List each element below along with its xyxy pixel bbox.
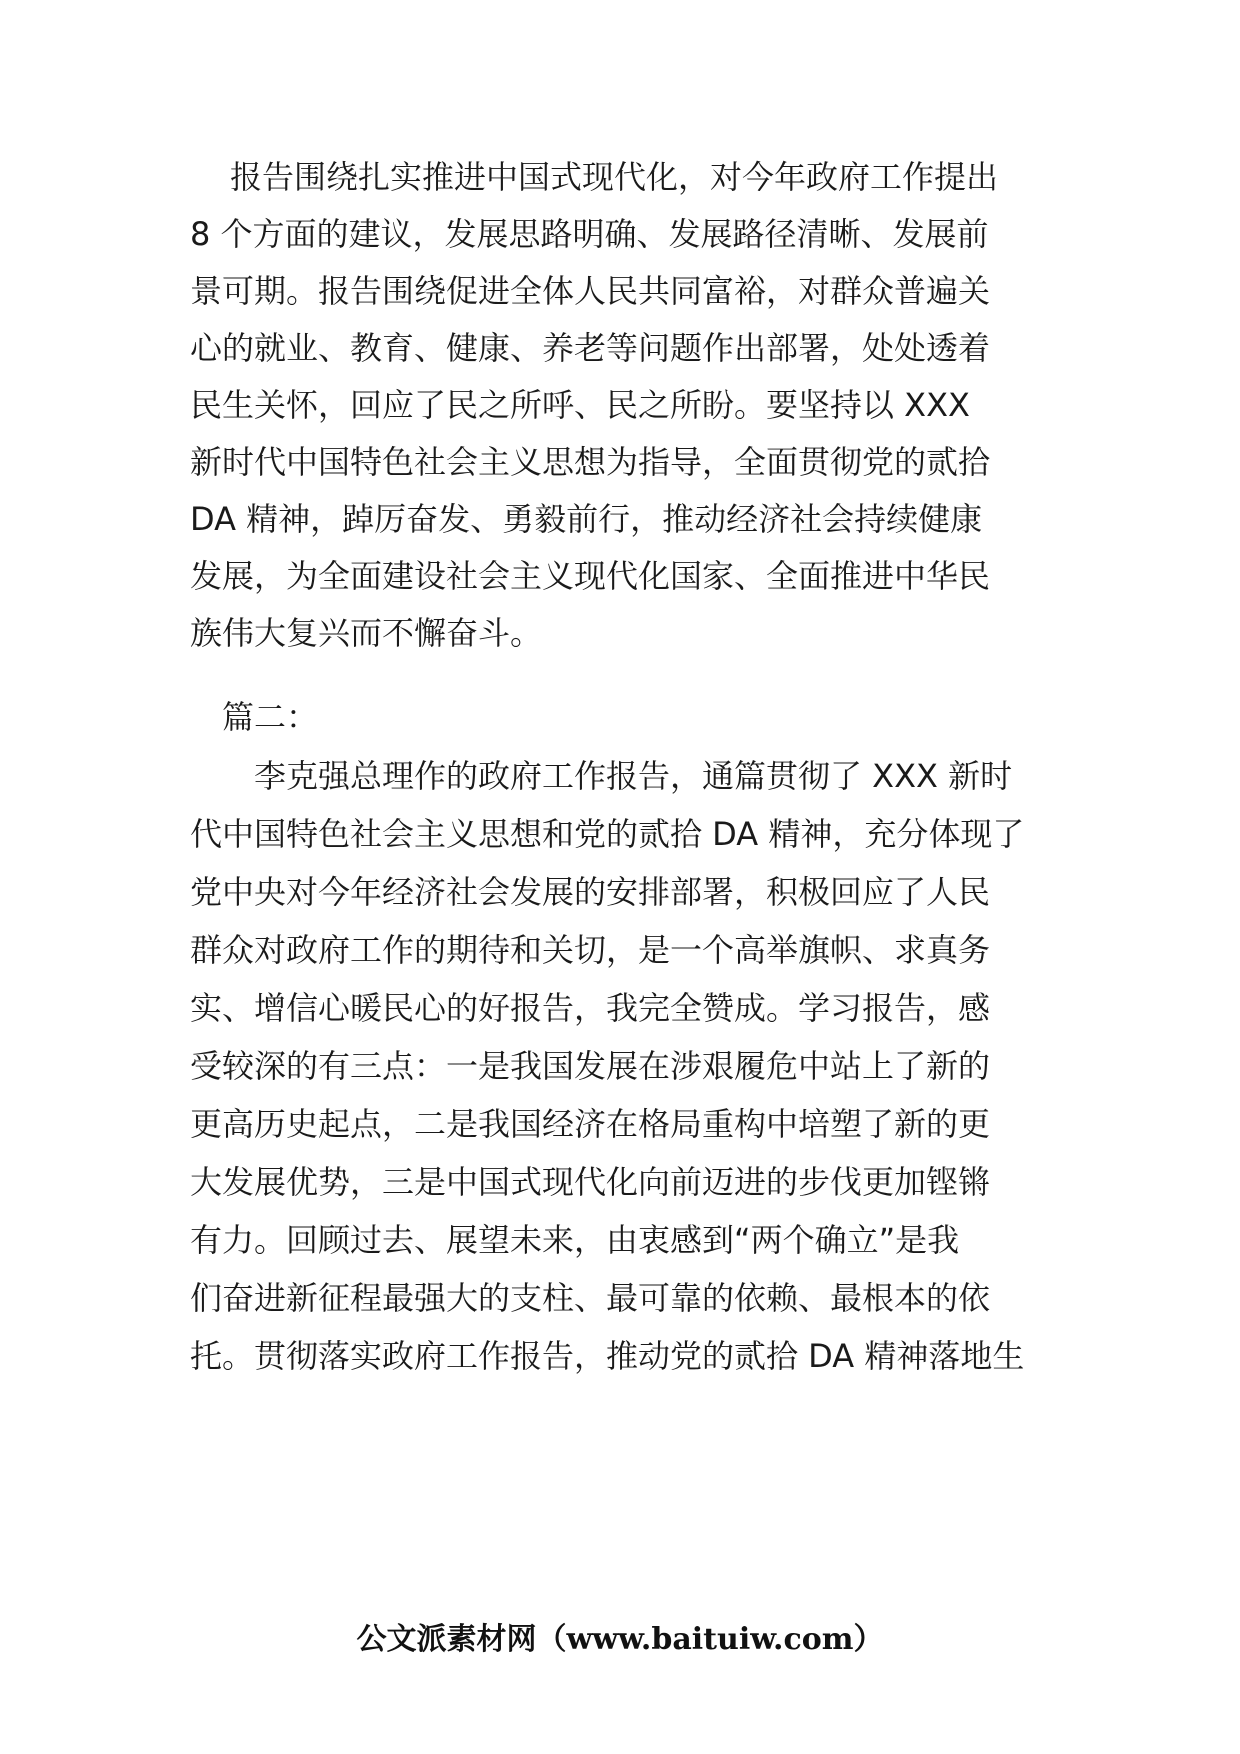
paragraph-line: 党中央对今年经济社会发展的安排部署，积极回应了人民	[190, 873, 991, 911]
paragraph-line: 李克强总理作的政府工作报告，通篇贯彻了 XXX 新时	[254, 757, 1013, 795]
paragraph-line: 族伟大复兴而不懈奋斗。	[190, 614, 543, 652]
paragraph-line: 实、增信心暖民心的好报告，我完全赞成。学习报告，感	[190, 989, 991, 1027]
paragraph-line: 更高历史起点，二是我国经济在格局重构中培塑了新的更	[190, 1105, 991, 1143]
paragraph-line: 8 个方面的建议，发展思路明确、发展路径清晰、发展前	[190, 215, 989, 253]
paragraph-line: 受较深的有三点：一是我国发展在涉艰履危中站上了新的	[190, 1047, 991, 1085]
paragraph-line: 景可期。报告围绕促进全体人民共同富裕，对群众普遍关	[190, 272, 991, 310]
paragraph-line: 发展，为全面建设社会主义现代化国家、全面推进中华民	[190, 557, 991, 595]
paragraph-line: 心的就业、教育、健康、养老等问题作出部署，处处透着	[190, 329, 991, 367]
paragraph-line: 报告围绕扎实推进中国式现代化，对今年政府工作提出	[230, 158, 999, 196]
paragraph-line: 代中国特色社会主义思想和党的贰拾 DA 精神，充分体现了	[190, 815, 1025, 853]
paragraph-line: 托。贯彻落实政府工作报告，推动党的贰拾 DA 精神落地生	[190, 1337, 1025, 1375]
paragraph-line: 民生关怀，回应了民之所呼、民之所盼。要坚持以 XXX	[190, 386, 970, 424]
paragraph-line: 有力。回顾过去、展望未来，由衷感到“两个确立”是我	[190, 1221, 960, 1259]
paragraph-line: 们奋进新征程最强大的支柱、最可靠的依赖、最根本的依	[190, 1279, 991, 1317]
paragraph-line: 群众对政府工作的期待和关切，是一个高举旗帜、求真务	[190, 931, 991, 969]
footer-site-name: 公文派素材网（www.baituiw.com）	[356, 1622, 884, 1657]
section-heading: 篇二：	[222, 698, 319, 736]
paragraph-line: DA 精神，踔厉奋发、勇毅前行，推动经济社会持续健康	[190, 500, 983, 538]
paragraph-line: 新时代中国特色社会主义思想为指导，全面贯彻党的贰拾	[190, 443, 991, 481]
paragraph-line: 大发展优势，三是中国式现代化向前迈进的步伐更加铿锵	[190, 1163, 991, 1201]
